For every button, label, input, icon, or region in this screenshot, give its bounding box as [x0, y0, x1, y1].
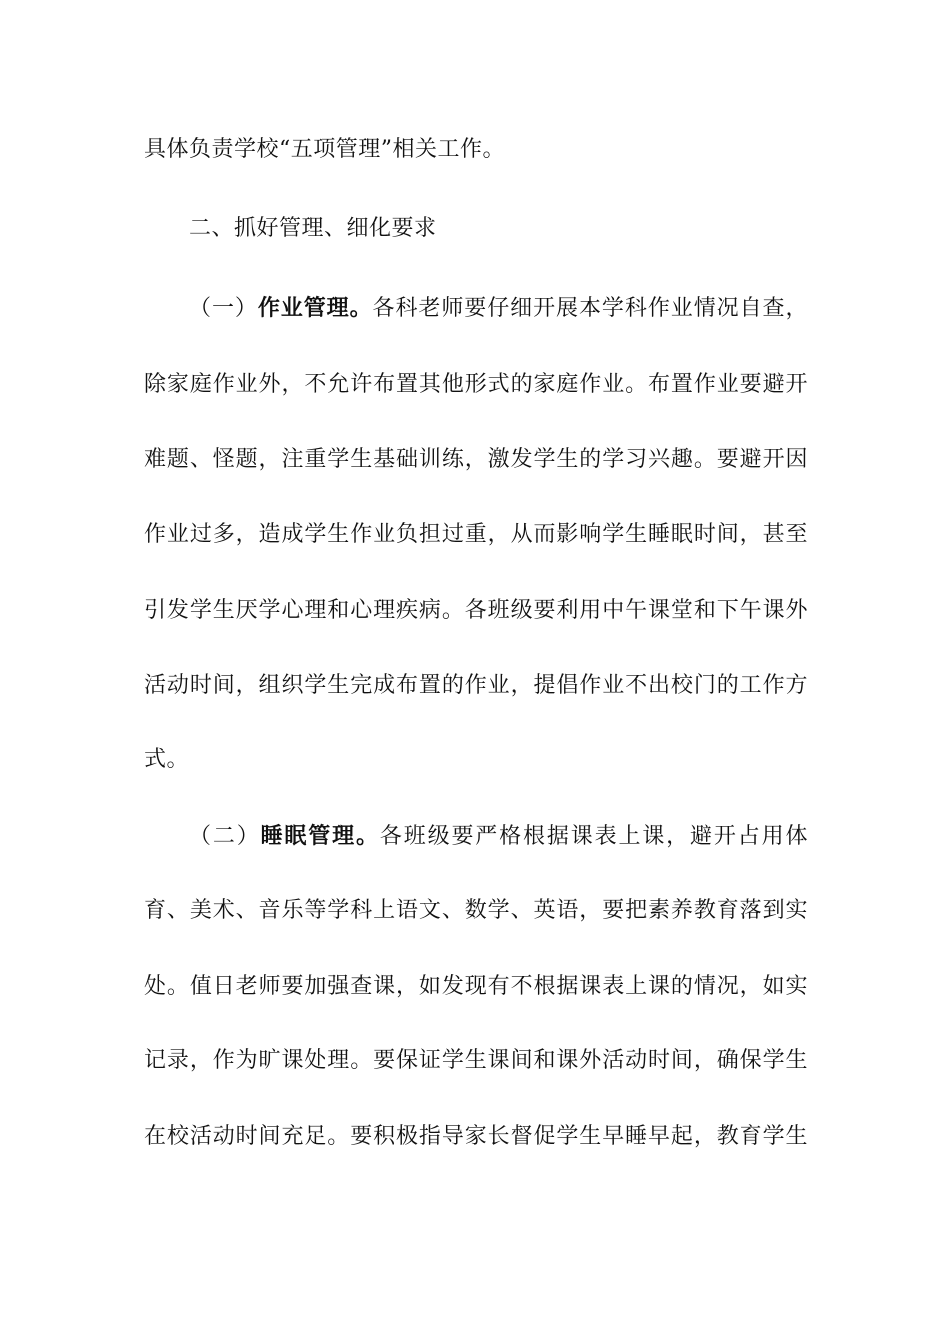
- sleep-line: 在校活动时间充足。要积极指导家长督促学生早睡早起，教育学生: [144, 1124, 808, 1149]
- section-heading: 二、抓好管理、细化要求: [189, 216, 437, 241]
- sleep-line: 育、美术、音乐等学科上语文、数学、英语，要把素养教育落到实: [144, 898, 808, 923]
- homework-first-line-text: 各科老师要仔细开展本学科作业情况自查，: [372, 296, 808, 321]
- homework-line: 除家庭作业外，不允许布置其他形式的家庭作业。布置作业要避开: [144, 372, 808, 397]
- homework-first-line: [189, 288, 808, 328]
- paragraph-line: 具体负责学校“五项管理”相关工作。: [144, 137, 505, 162]
- homework-line: 难题、怪题，注重学生基础训练，激发学生的学习兴趣。要避开因: [144, 447, 808, 472]
- sleep-line: 记录，作为旷课处理。要保证学生课间和课外活动时间，确保学生: [144, 1048, 808, 1073]
- homework-line: 活动时间，组织学生完成布置的作业，提倡作业不出校门的工作方: [144, 673, 808, 698]
- sleep-line: 处。值日老师要加强查课，如发现有不根据课表上课的情况，如实: [144, 974, 808, 999]
- homework-prefix: （一）: [189, 296, 258, 321]
- sleep-first-line: [189, 816, 808, 856]
- sleep-first-line-text: 各班级要严格根据课表上课，避开占用体: [379, 824, 808, 849]
- sleep-title: 睡眠管理。: [260, 823, 380, 849]
- homework-title: 作业管理。: [257, 295, 373, 321]
- sleep-prefix: （二）: [189, 824, 261, 849]
- homework-line: 作业过多，造成学生作业负担过重，从而影响学生睡眠时间，甚至: [144, 522, 808, 547]
- homework-line: 引发学生厌学心理和心理疾病。各班级要利用中午课堂和下午课外: [144, 598, 808, 623]
- homework-line: 式。: [144, 747, 190, 772]
